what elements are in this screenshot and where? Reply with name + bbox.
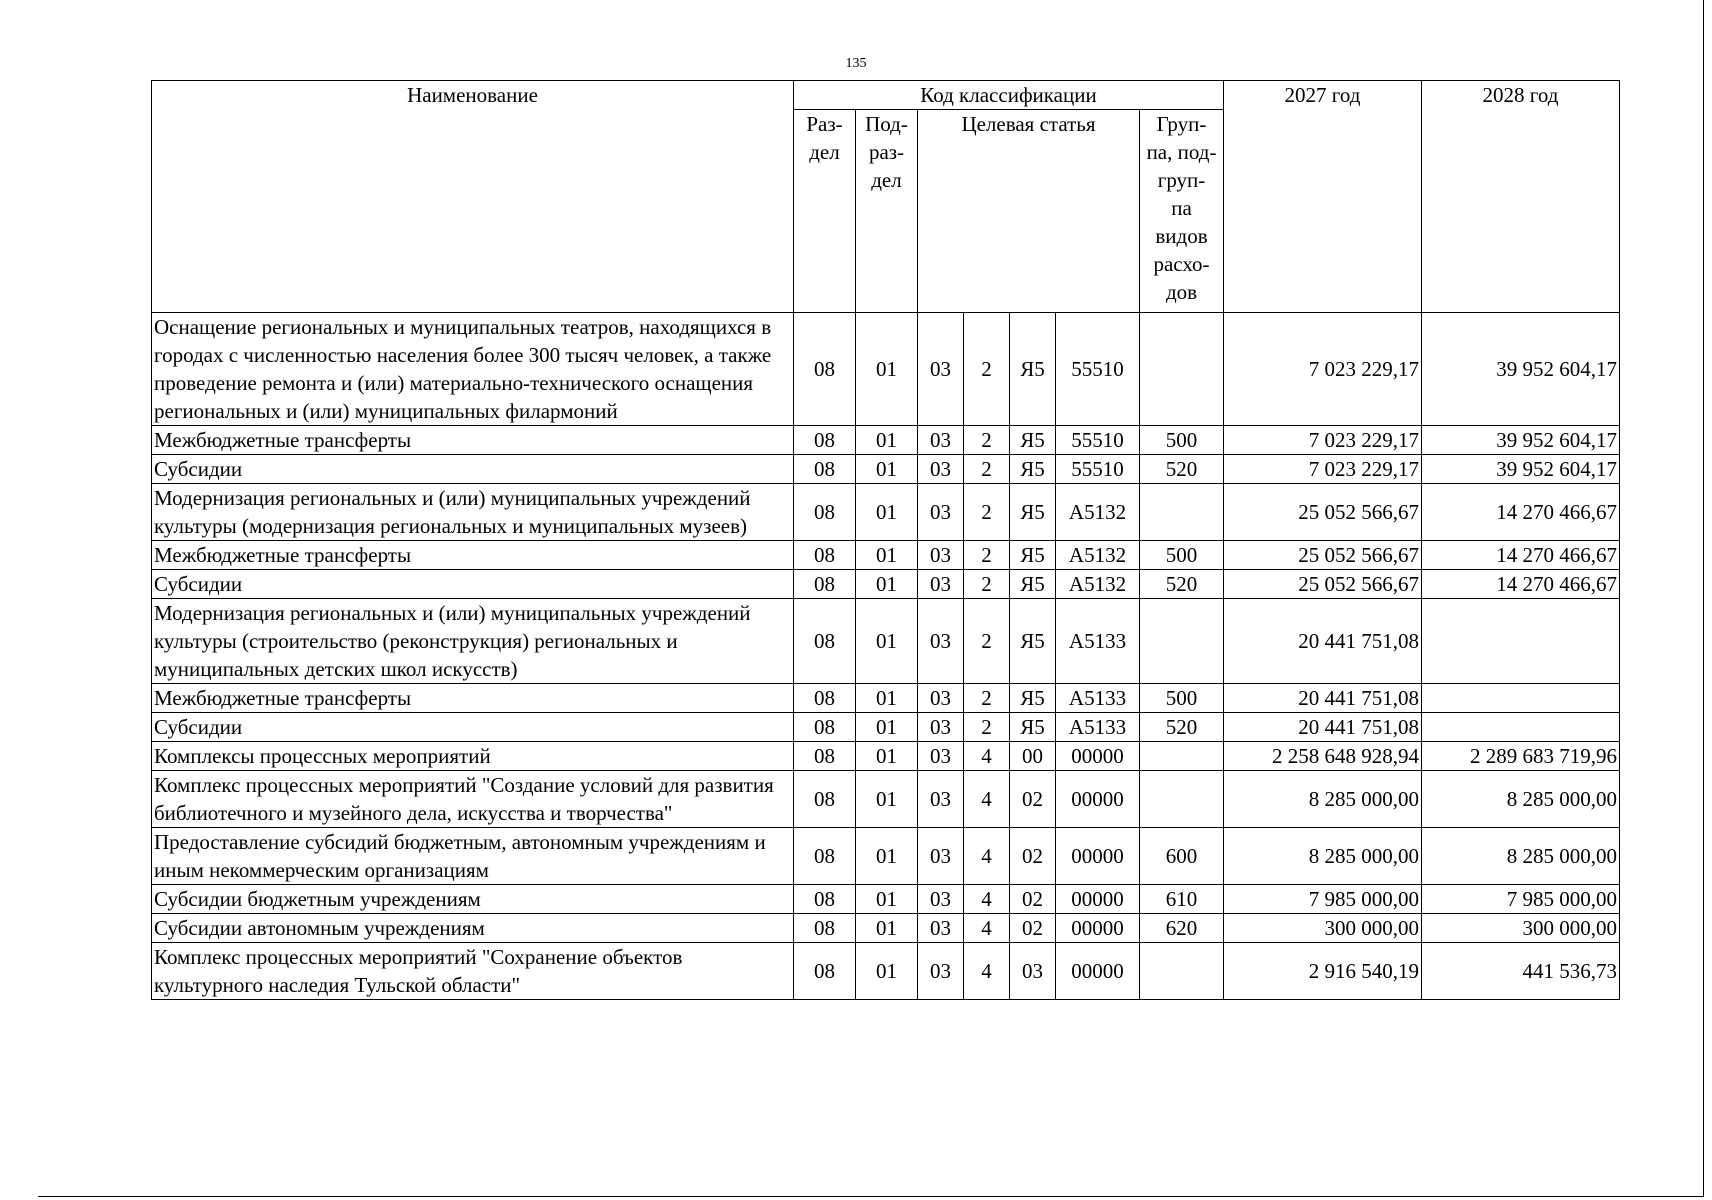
amount-2027-cell: 7 985 000,00	[1224, 885, 1422, 914]
target-type-cell: 2	[964, 313, 1010, 426]
target-project-cell: Я5	[1010, 684, 1056, 713]
section-code-cell: 08	[794, 541, 856, 570]
header-target: Целевая статья	[918, 110, 1140, 313]
row-name-cell: Межбюджетные трансферты	[152, 426, 794, 455]
expense-group-cell	[1140, 943, 1224, 1000]
section-code-cell: 08	[794, 885, 856, 914]
expense-group-cell: 520	[1140, 713, 1224, 742]
section-code-cell: 08	[794, 455, 856, 484]
amount-2027-cell: 300 000,00	[1224, 914, 1422, 943]
target-type-cell: 4	[964, 885, 1010, 914]
amount-2028-cell: 300 000,00	[1422, 914, 1620, 943]
section-code-cell: 08	[794, 484, 856, 541]
table-row	[152, 885, 1620, 914]
target-direction-cell: 00000	[1056, 742, 1140, 771]
table-row	[152, 313, 1620, 426]
section-code-cell: 08	[794, 742, 856, 771]
table-row	[152, 684, 1620, 713]
section-code-cell: 08	[794, 426, 856, 455]
amount-2027-cell: 20 441 751,08	[1224, 599, 1422, 684]
header-2027: 2027 год	[1224, 81, 1422, 313]
section-code-cell: 08	[794, 570, 856, 599]
row-name-cell: Субсидии	[152, 570, 794, 599]
target-project-cell: 03	[1010, 943, 1056, 1000]
expense-group-cell: 500	[1140, 684, 1224, 713]
target-type-cell: 2	[964, 455, 1010, 484]
subsection-code-cell: 01	[856, 570, 918, 599]
row-name-cell: Комплекс процессных мероприятий "Создание условий для развития библиотечного и музейного дела, искусства и творчества"	[152, 771, 794, 828]
target-program-cell: 03	[918, 684, 964, 713]
target-direction-cell: А5132	[1056, 541, 1140, 570]
expense-group-cell	[1140, 771, 1224, 828]
target-direction-cell: А5133	[1056, 713, 1140, 742]
target-type-cell: 2	[964, 570, 1010, 599]
amount-2027-cell: 25 052 566,67	[1224, 541, 1422, 570]
row-name-cell: Оснащение региональных и муниципальных театров, находящихся в городах с численностью населения более 300 тысяч человек, а также проведение ремонта и (или) материально-технического оснащения региональных и (или) муниципальных филармоний	[152, 313, 794, 426]
table-row	[152, 771, 1620, 828]
target-direction-cell: А5133	[1056, 599, 1140, 684]
section-code-cell: 08	[794, 599, 856, 684]
target-project-cell: 02	[1010, 914, 1056, 943]
target-program-cell: 03	[918, 455, 964, 484]
target-direction-cell: 00000	[1056, 885, 1140, 914]
amount-2028-cell	[1422, 684, 1620, 713]
expense-group-cell: 610	[1140, 885, 1224, 914]
row-name-cell: Межбюджетные трансферты	[152, 541, 794, 570]
amount-2027-cell: 7 023 229,17	[1224, 313, 1422, 426]
target-program-cell: 03	[918, 771, 964, 828]
target-program-cell: 03	[918, 885, 964, 914]
subsection-code-cell: 01	[856, 599, 918, 684]
target-type-cell: 2	[964, 541, 1010, 570]
target-project-cell: Я5	[1010, 599, 1056, 684]
amount-2028-cell	[1422, 599, 1620, 684]
target-project-cell: Я5	[1010, 313, 1056, 426]
amount-2027-cell: 20 441 751,08	[1224, 684, 1422, 713]
amount-2028-cell: 39 952 604,17	[1422, 426, 1620, 455]
target-type-cell: 4	[964, 742, 1010, 771]
table-row	[152, 599, 1620, 684]
target-type-cell: 2	[964, 713, 1010, 742]
amount-2028-cell: 2 289 683 719,96	[1422, 742, 1620, 771]
expense-group-cell: 600	[1140, 828, 1224, 885]
subsection-code-cell: 01	[856, 914, 918, 943]
row-name-cell: Комплекс процессных мероприятий "Сохранение объектов культурного наследия Тульской области"	[152, 943, 794, 1000]
subsection-code-cell: 01	[856, 713, 918, 742]
target-project-cell: Я5	[1010, 713, 1056, 742]
target-direction-cell: А5132	[1056, 570, 1140, 599]
amount-2027-cell: 25 052 566,67	[1224, 570, 1422, 599]
table-row	[152, 828, 1620, 885]
amount-2028-cell: 8 285 000,00	[1422, 771, 1620, 828]
amount-2028-cell: 8 285 000,00	[1422, 828, 1620, 885]
target-type-cell: 2	[964, 599, 1010, 684]
header-2028: 2028 год	[1422, 81, 1620, 313]
row-name-cell: Комплексы процессных мероприятий	[152, 742, 794, 771]
target-project-cell: 02	[1010, 885, 1056, 914]
amount-2027-cell: 8 285 000,00	[1224, 828, 1422, 885]
target-project-cell: Я5	[1010, 484, 1056, 541]
section-code-cell: 08	[794, 914, 856, 943]
row-name-cell: Межбюджетные трансферты	[152, 684, 794, 713]
expense-group-cell	[1140, 599, 1224, 684]
table-row	[152, 943, 1620, 1000]
table-row	[152, 426, 1620, 455]
amount-2028-cell: 39 952 604,17	[1422, 313, 1620, 426]
header-section: Раз- дел	[794, 110, 856, 313]
table-row	[152, 484, 1620, 541]
target-project-cell: 02	[1010, 828, 1056, 885]
target-direction-cell: 00000	[1056, 914, 1140, 943]
amount-2027-cell: 7 023 229,17	[1224, 426, 1422, 455]
target-project-cell: Я5	[1010, 541, 1056, 570]
target-program-cell: 03	[918, 828, 964, 885]
table-row	[152, 713, 1620, 742]
target-program-cell: 03	[918, 426, 964, 455]
target-project-cell: Я5	[1010, 570, 1056, 599]
target-program-cell: 03	[918, 742, 964, 771]
expense-group-cell: 520	[1140, 455, 1224, 484]
table-row	[152, 742, 1620, 771]
subsection-code-cell: 01	[856, 484, 918, 541]
target-direction-cell: А5132	[1056, 484, 1140, 541]
amount-2028-cell: 441 536,73	[1422, 943, 1620, 1000]
section-code-cell: 08	[794, 684, 856, 713]
expense-group-cell: 620	[1140, 914, 1224, 943]
header-name: Наименование	[152, 81, 794, 313]
header-code: Код классификации	[794, 81, 1224, 110]
subsection-code-cell: 01	[856, 943, 918, 1000]
row-name-cell: Модернизация региональных и (или) муниципальных учреждений культуры (модернизация региональных и муниципальных музеев)	[152, 484, 794, 541]
target-direction-cell: 55510	[1056, 426, 1140, 455]
target-type-cell: 4	[964, 914, 1010, 943]
target-project-cell: 00	[1010, 742, 1056, 771]
target-project-cell: Я5	[1010, 426, 1056, 455]
target-direction-cell: 00000	[1056, 943, 1140, 1000]
expense-group-cell	[1140, 484, 1224, 541]
target-direction-cell: 00000	[1056, 828, 1140, 885]
target-program-cell: 03	[918, 713, 964, 742]
amount-2028-cell	[1422, 713, 1620, 742]
subsection-code-cell: 01	[856, 684, 918, 713]
target-type-cell: 2	[964, 426, 1010, 455]
section-code-cell: 08	[794, 943, 856, 1000]
subsection-code-cell: 01	[856, 426, 918, 455]
expense-group-cell: 500	[1140, 541, 1224, 570]
budget-table	[151, 80, 1620, 1000]
row-name-cell: Субсидии	[152, 455, 794, 484]
table-row	[152, 455, 1620, 484]
target-direction-cell: А5133	[1056, 684, 1140, 713]
target-type-cell: 2	[964, 484, 1010, 541]
target-direction-cell: 55510	[1056, 313, 1140, 426]
target-type-cell: 4	[964, 828, 1010, 885]
subsection-code-cell: 01	[856, 885, 918, 914]
header-expense-group: Груп- па, под- груп- па видов расхо- дов	[1140, 110, 1224, 313]
target-direction-cell: 55510	[1056, 455, 1140, 484]
expense-group-cell	[1140, 742, 1224, 771]
table-row	[152, 914, 1620, 943]
amount-2028-cell: 7 985 000,00	[1422, 885, 1620, 914]
target-program-cell: 03	[918, 914, 964, 943]
row-name-cell: Субсидии автономным учреждениям	[152, 914, 794, 943]
amount-2027-cell: 20 441 751,08	[1224, 713, 1422, 742]
table-row	[152, 570, 1620, 599]
target-type-cell: 2	[964, 684, 1010, 713]
expense-group-cell: 500	[1140, 426, 1224, 455]
section-code-cell: 08	[794, 313, 856, 426]
frame-line	[1703, 0, 1704, 1197]
table-body	[152, 313, 1620, 1000]
frame-line	[38, 1196, 1704, 1197]
target-program-cell: 03	[918, 943, 964, 1000]
page-number: 135	[845, 56, 867, 71]
amount-2027-cell: 2 258 648 928,94	[1224, 742, 1422, 771]
target-program-cell: 03	[918, 570, 964, 599]
amount-2027-cell: 8 285 000,00	[1224, 771, 1422, 828]
amount-2028-cell: 14 270 466,67	[1422, 541, 1620, 570]
amount-2028-cell: 39 952 604,17	[1422, 455, 1620, 484]
row-name-cell: Предоставление субсидий бюджетным, автономным учреждениям и иным некоммерческим организациям	[152, 828, 794, 885]
target-project-cell: Я5	[1010, 455, 1056, 484]
row-name-cell: Модернизация региональных и (или) муниципальных учреждений культуры (строительство (реконструкция) региональных и муниципальных детских школ искусств)	[152, 599, 794, 684]
amount-2028-cell: 14 270 466,67	[1422, 570, 1620, 599]
expense-group-cell: 520	[1140, 570, 1224, 599]
target-type-cell: 4	[964, 943, 1010, 1000]
amount-2027-cell: 7 023 229,17	[1224, 455, 1422, 484]
amount-2027-cell: 2 916 540,19	[1224, 943, 1422, 1000]
target-program-cell: 03	[918, 313, 964, 426]
section-code-cell: 08	[794, 771, 856, 828]
expense-group-cell	[1140, 313, 1224, 426]
section-code-cell: 08	[794, 828, 856, 885]
subsection-code-cell: 01	[856, 455, 918, 484]
target-type-cell: 4	[964, 771, 1010, 828]
subsection-code-cell: 01	[856, 541, 918, 570]
amount-2027-cell: 25 052 566,67	[1224, 484, 1422, 541]
target-program-cell: 03	[918, 541, 964, 570]
target-program-cell: 03	[918, 599, 964, 684]
table-row	[152, 541, 1620, 570]
target-program-cell: 03	[918, 484, 964, 541]
subsection-code-cell: 01	[856, 742, 918, 771]
header-subsection: Под- раз- дел	[856, 110, 918, 313]
target-project-cell: 02	[1010, 771, 1056, 828]
row-name-cell: Субсидии бюджетным учреждениям	[152, 885, 794, 914]
subsection-code-cell: 01	[856, 771, 918, 828]
subsection-code-cell: 01	[856, 313, 918, 426]
target-direction-cell: 00000	[1056, 771, 1140, 828]
subsection-code-cell: 01	[856, 828, 918, 885]
amount-2028-cell: 14 270 466,67	[1422, 484, 1620, 541]
section-code-cell: 08	[794, 713, 856, 742]
row-name-cell: Субсидии	[152, 713, 794, 742]
